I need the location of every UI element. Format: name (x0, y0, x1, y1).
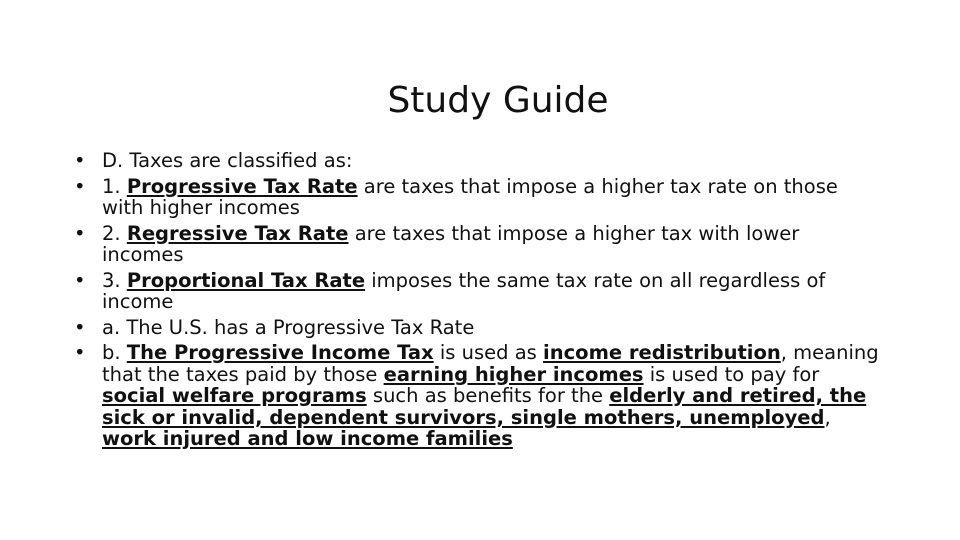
bullet-text: are taxes that impose a higher tax with lower incomes (102, 221, 800, 266)
bullet-text: D. Taxes are classified as: (102, 149, 353, 172)
bullet-item (74, 317, 884, 339)
bullet-item (74, 223, 884, 266)
bullet-text: is used as (433, 341, 544, 364)
bullet-text: 2. (102, 221, 127, 245)
bullet-text: is used to pay for (643, 362, 820, 386)
bullet-dot: • (74, 315, 86, 339)
bullet-dot: • (74, 268, 86, 292)
bullet-text: such as benefits for the (366, 384, 610, 407)
bullet-item (74, 150, 884, 172)
key-term: social welfare programs (102, 384, 367, 407)
bullet-list (74, 150, 884, 454)
bullet-text: , (824, 405, 831, 429)
key-term: The Progressive Income Tax (126, 341, 434, 364)
bullet-dot: • (74, 341, 86, 364)
bullet-text: 1. (102, 174, 127, 198)
key-term: work injured and low income families (102, 427, 513, 450)
bullet-text: imposes the same tax rate on all regardless of income (102, 268, 826, 313)
key-term: Regressive Tax Rate (126, 221, 349, 245)
bullet-text: b. (102, 341, 127, 364)
bullet-item (74, 176, 884, 219)
bullet-text: 3. (102, 268, 127, 292)
bullet-item (74, 342, 884, 450)
bullet-dot: • (74, 174, 86, 198)
bullet-item (74, 270, 884, 313)
key-term: income redistribution (543, 341, 781, 364)
bullet-dot: • (74, 149, 86, 172)
key-term: elderly and retired, the sick or invalid, dependent survivors, single mothers, unemployed (102, 384, 867, 429)
key-term: Proportional Tax Rate (126, 268, 366, 292)
bullet-dot: • (74, 221, 86, 245)
key-term: earning higher incomes (383, 362, 644, 386)
slide-title: Study Guide (387, 80, 609, 122)
key-term: Progressive Tax Rate (126, 174, 358, 198)
bullet-text: a. The U.S. has a Progressive Tax Rate (102, 315, 475, 339)
bullet-text: are taxes that impose a higher tax rate on those with higher incomes (102, 174, 838, 219)
bullet-text: , meaning that the taxes paid by those (102, 341, 879, 386)
